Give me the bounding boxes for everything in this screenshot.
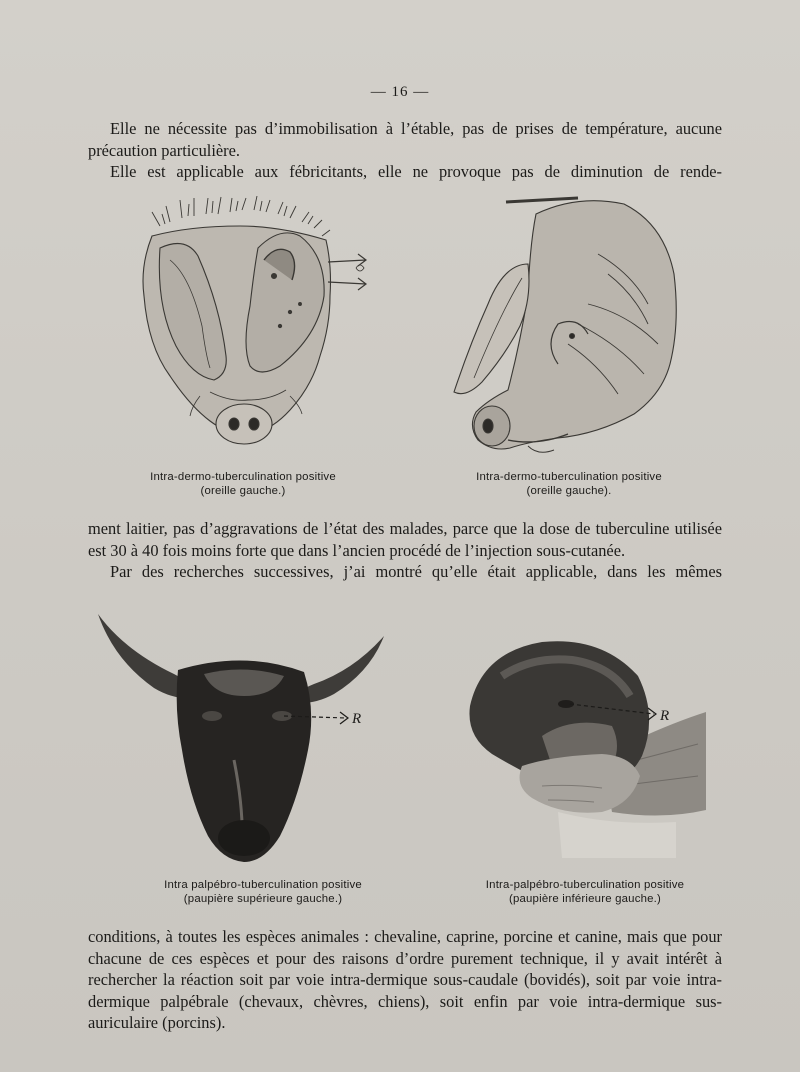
paragraph-2	[88, 518, 722, 583]
caption-bottom-right-line2: (paupière inférieure gauche.)	[508, 893, 662, 905]
caption-top-right	[438, 470, 700, 498]
caption-top-left-line2: (oreille gauche.)	[200, 485, 286, 497]
caption-bottom-left	[118, 878, 408, 906]
goat-photo	[94, 610, 394, 865]
caption-top-right-line1: Intra-dermo-tuberculination positive	[476, 471, 662, 483]
paragraph-3-text: conditions, à toutes les espèces animales : chevaline, caprine, porcine et canine, mais que pour chacune de ces espèces et pour des raisons d’ordre purement technique, il y avait intérêt à rechercher la réaction soit par voie intra-dermique sous-caudale (bovidés), soit par voie intra-dermique palpébrale (chevaux, chèvres, chiens), soit enfin par voie intra-dermique sus-auriculaire (porcins).	[88, 927, 722, 1033]
pig-front-illustration	[130, 196, 370, 466]
caption-bottom-left-line1: Intra palpébro-tuberculination positive	[164, 879, 362, 891]
dog-photo	[462, 636, 712, 866]
dog-marker-label: R	[660, 708, 670, 724]
paragraph-3	[88, 926, 722, 1034]
paragraph-2-continuation: Par des recherches successives, j’ai montré qu’elle était applicable, dans les mêmes	[110, 562, 722, 582]
caption-top-left	[112, 470, 374, 498]
paragraph-1-text: Elle ne nécessite pas d’immobilisation à l’étable, pas de prises de température, aucune précaution particulière.	[88, 119, 722, 160]
paragraph-1	[88, 118, 722, 183]
caption-bottom-right	[440, 878, 730, 906]
figure-pig-profile	[448, 194, 688, 464]
page-number: — 16 —	[370, 84, 430, 100]
figure-dog	[462, 636, 712, 866]
pig-profile-illustration	[448, 194, 688, 464]
goat-marker-label: R	[352, 711, 362, 727]
figure-goat	[94, 610, 394, 865]
figure-pig-front	[130, 196, 370, 466]
paragraph-2-text: ment laitier, pas d’aggravations de l’état des malades, parce que la dose de tuberculine utilisée est 30 à 40 fois moins forte que dans l’ancien procédé de l’injection sous-cutanée.	[88, 519, 722, 560]
caption-top-right-line2: (oreille gauche).	[526, 485, 612, 497]
paragraph-1-continuation: Elle est applicable aux fébricitants, elle ne provoque pas de diminution de rende-	[110, 162, 722, 182]
caption-top-left-line1: Intra-dermo-tuberculination positive	[150, 471, 336, 483]
caption-bottom-left-line2: (paupière supérieure gauche.)	[183, 893, 343, 905]
caption-bottom-right-line1: Intra-palpébro-tuberculination positive	[485, 879, 685, 891]
